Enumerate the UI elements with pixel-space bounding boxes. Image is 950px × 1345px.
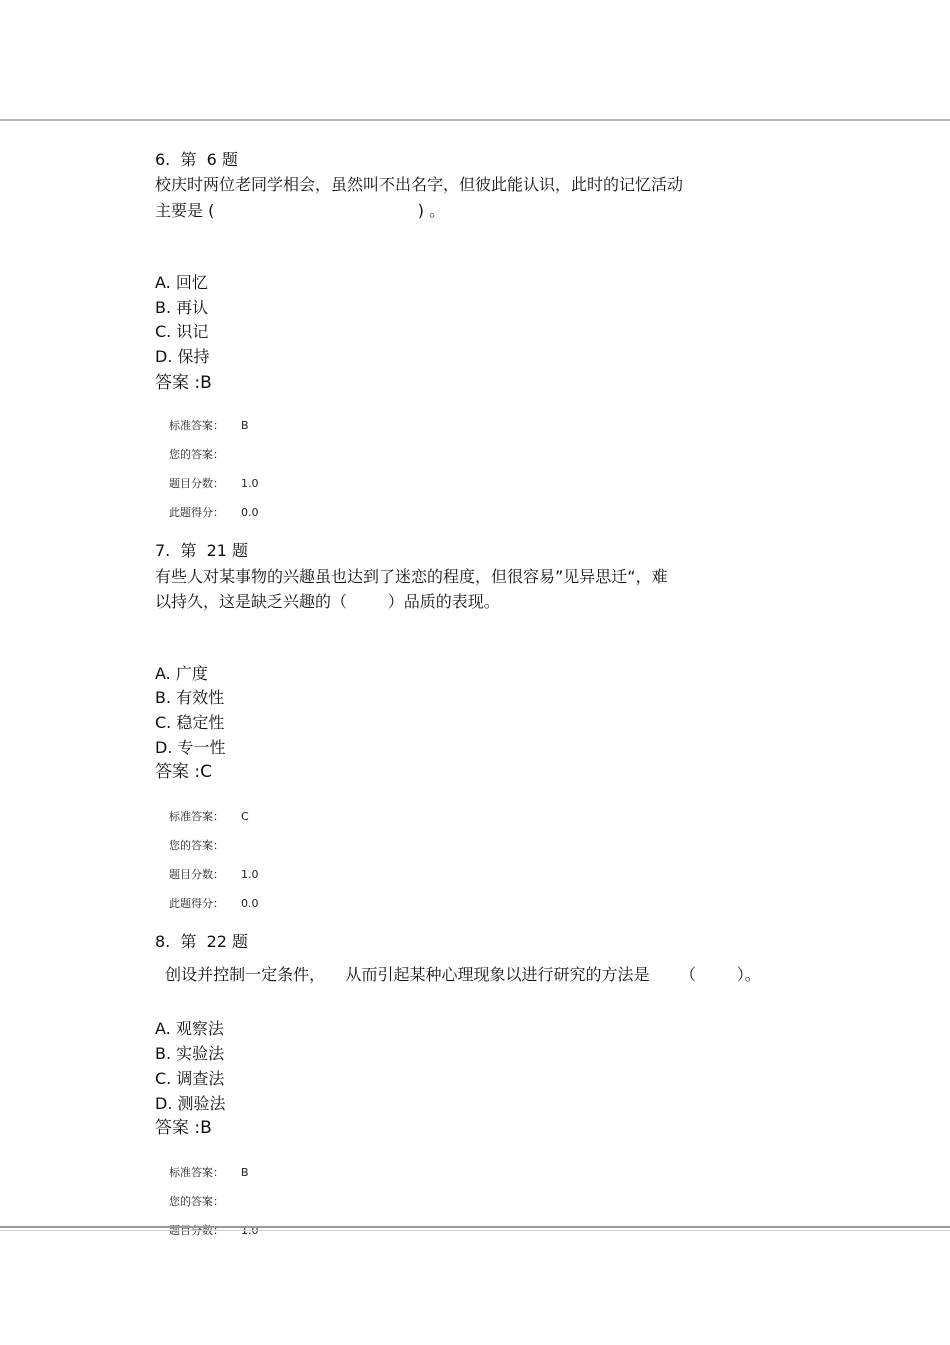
answer-line: 答案 :B — [155, 373, 212, 393]
option-c: C. 稳定性 — [155, 713, 225, 732]
question-text-line: 校庆时两位老同学相会，虽然叫不出名字，但彼此能认识，此时的记忆活动 — [155, 175, 684, 194]
earned-score-label: 此题得分： — [169, 506, 224, 519]
question-score-value: 1.0 — [241, 477, 259, 490]
answer-line: 答案 :B — [155, 1118, 212, 1138]
question-score-label: 题目分数： — [169, 1224, 224, 1237]
option-a: A. 回忆 — [155, 273, 208, 292]
option-b: B. 再认 — [155, 298, 209, 317]
option-c: C. 调查法 — [155, 1069, 225, 1088]
your-answer-label: 您的答案： — [169, 1195, 224, 1208]
question-heading: 8. 第 22 题 — [155, 932, 249, 951]
question-heading: 6. 第 6 题 — [155, 150, 238, 169]
question-score-value: 1.0 — [241, 1224, 259, 1237]
option-d: D. 专一性 — [155, 738, 226, 757]
option-b: B. 实验法 — [155, 1044, 225, 1063]
question-heading: 7. 第 21 题 — [155, 541, 249, 560]
standard-answer-label: 标准答案： — [169, 1166, 224, 1179]
question-text-line: 主要是 ( ) 。 — [155, 201, 446, 220]
top-divider — [0, 119, 950, 121]
answer-line: 答案 :C — [155, 762, 213, 782]
standard-answer-label: 标准答案： — [169, 419, 224, 432]
question-text-line: 创设并控制一定条件， 从而引起某种心理现象以进行研究的方法是 （ ）。 — [155, 965, 761, 984]
option-d: D. 测验法 — [155, 1094, 226, 1113]
standard-answer-value: B — [241, 1166, 249, 1179]
option-a: A. 观察法 — [155, 1019, 224, 1038]
question-score-value: 1.0 — [241, 868, 259, 881]
bottom-divider-shadow — [0, 1230, 950, 1231]
standard-answer-label: 标准答案： — [169, 810, 224, 823]
your-answer-label: 您的答案： — [169, 448, 224, 461]
standard-answer-value: C — [241, 810, 249, 823]
earned-score-row — [155, 492, 259, 534]
standard-answer-value: B — [241, 419, 249, 432]
question-score-row — [155, 1210, 259, 1252]
bottom-divider — [0, 1226, 950, 1228]
option-c: C. 识记 — [155, 322, 209, 341]
option-b: B. 有效性 — [155, 688, 225, 707]
option-a: A. 广度 — [155, 664, 208, 683]
question-score-label: 题目分数： — [169, 477, 224, 490]
earned-score-label: 此题得分： — [169, 897, 224, 910]
earned-score-row — [155, 883, 259, 925]
earned-score-value: 0.0 — [241, 897, 259, 910]
earned-score-value: 0.0 — [241, 506, 259, 519]
question-text-line: 有些人对某事物的兴趣虽也达到了迷恋的程度，但很容易”见异思迁“，难 — [155, 567, 668, 586]
option-d: D. 保持 — [155, 347, 210, 366]
question-score-label: 题目分数： — [169, 868, 224, 881]
your-answer-label: 您的答案： — [169, 839, 224, 852]
question-text-line: 以持久，这是缺乏兴趣的（ ）品质的表现。 — [155, 592, 500, 611]
